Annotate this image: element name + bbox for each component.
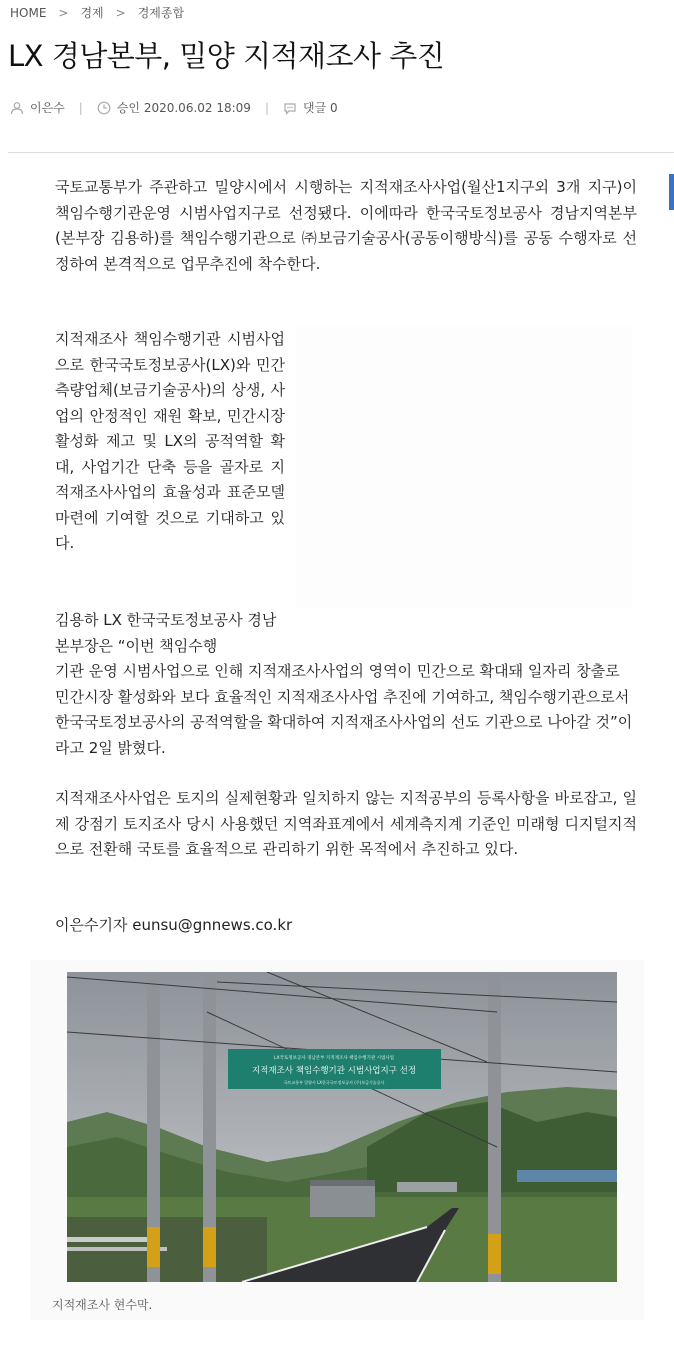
meta-separator: | xyxy=(78,100,83,115)
clock-icon xyxy=(97,101,111,115)
approved-datetime: 승인 2020.06.02 18:09 xyxy=(116,101,251,115)
ad-slot xyxy=(296,326,632,608)
person-icon xyxy=(10,101,24,115)
article-paragraph-1: 국토교통부가 주관하고 밀양시에서 시행하는 지적재조사사업(월산1지구외 3개 지구)이 책임수행기관운영 시범사업지구로 선정됐다. 이에따라 한국국토정보공사 경남지역본부(본부장 김용하)를 책임수행기관으로 ㈜보금기술공사(공동이행방식)를 공동 수행자로 선정하여 본격적으로 업무추진에 착수한다. xyxy=(55,178,637,273)
article-title: LX 경남본부, 밀양 지적재조사 추진 xyxy=(8,39,445,73)
breadcrumb xyxy=(10,4,184,21)
banner-main-text: 지적재조사 책임수행기관 시범사업지구 선정 xyxy=(251,1066,417,1076)
article-photo[interactable] xyxy=(67,972,617,1282)
breadcrumb-level1-link[interactable]: 경제 xyxy=(80,6,104,20)
article-paragraph-3-start: 김용하 LX 한국국토정보공사 경남본부장은 “이번 책임수행 xyxy=(55,611,277,655)
chevron-right-icon: > xyxy=(58,5,69,20)
reporter-byline: 이은수기자 eunsu@gnnews.co.kr xyxy=(55,916,293,934)
article-paragraph-4: 지적재조사사업은 토지의 실제현황과 일치하지 않는 지적공부의 등록사항을 바로잡고, 일제 강점기 토지조사 당시 사용했던 지역좌표계에서 세계측지계 기준인 미래형 디지털지적으로 전환해 국토를 효율적으로 관리하기 위한 목적에서 추진하고 있다. xyxy=(55,789,637,858)
photo-caption: 지적재조사 현수막. xyxy=(52,1298,153,1312)
photo-scene xyxy=(67,972,617,1282)
article-meta xyxy=(10,99,338,116)
author-name[interactable]: 이은수 xyxy=(30,101,65,115)
breadcrumb-home-link[interactable]: HOME xyxy=(10,5,47,20)
comment-count[interactable]: 댓글 0 xyxy=(302,101,338,115)
comment-icon xyxy=(283,101,297,115)
breadcrumb-level2-link[interactable]: 경제종합 xyxy=(137,6,185,20)
header-divider xyxy=(8,152,674,153)
side-accent-bar xyxy=(669,174,674,210)
article-paragraph-2: 지적재조사 책임수행기관 시범사업으로 한국국토정보공사(LX)와 민간 측량업체(보금기술공사)의 상생, 사업의 안정적인 재원 확보, 민간시장 활성화 제고 및 LX의 공적역할 확대, 사업기간 단축 등을 골자로 지적재조사사업의 효율성과 표준모델 마련에 기여할 것으로 기대하고 있다. xyxy=(55,330,285,552)
banner-bottom-text: 국토교통부 밀양시 LX한국국토정보공사 (주)보금기술공사 xyxy=(283,1080,385,1085)
article-paragraph-3-rest: 기관 운영 시범사업으로 인해 지적재조사사업의 영역이 민간으로 확대돼 일자리 창출로 민간시장 활성화와 보다 효율적인 지적재조사사업 추진에 기여하고, 책임수행기관으로서 한국국토정보공사의 공적역할을 확대하여 지적재조사사업의 선도 기관으로 나아갈 것”이라고 2일 밝혔다. xyxy=(55,662,633,757)
meta-separator: | xyxy=(264,100,269,115)
chevron-right-icon: > xyxy=(115,5,126,20)
banner-top-text: LX국토정보공사 경남본부 지적재조사 책임수행기관 시범사업 xyxy=(274,1056,394,1061)
